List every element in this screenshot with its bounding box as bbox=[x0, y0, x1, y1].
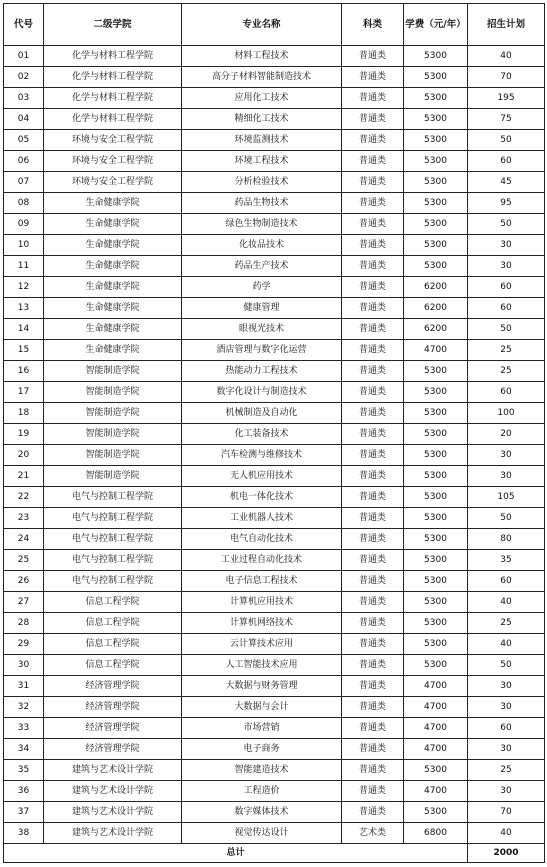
cell-type: 普通类 bbox=[342, 298, 404, 319]
cell-college: 经济管理学院 bbox=[44, 739, 182, 760]
cell-plan: 105 bbox=[468, 487, 545, 508]
cell-major: 化妆品技术 bbox=[182, 235, 342, 256]
cell-plan: 40 bbox=[468, 823, 545, 844]
cell-major: 视觉传达设计 bbox=[182, 823, 342, 844]
cell-fee: 5300 bbox=[404, 424, 468, 445]
table-row bbox=[4, 508, 545, 529]
table-row bbox=[4, 802, 545, 823]
cell-code: 15 bbox=[4, 340, 44, 361]
cell-college: 生命健康学院 bbox=[44, 214, 182, 235]
cell-major: 人工智能技术应用 bbox=[182, 655, 342, 676]
table-row bbox=[4, 718, 545, 739]
cell-code: 21 bbox=[4, 466, 44, 487]
header-fee: 学费（元/年） bbox=[404, 4, 468, 46]
cell-code: 19 bbox=[4, 424, 44, 445]
cell-plan: 60 bbox=[468, 151, 545, 172]
cell-major: 环境监测技术 bbox=[182, 130, 342, 151]
cell-fee: 4700 bbox=[404, 340, 468, 361]
cell-fee: 5300 bbox=[404, 130, 468, 151]
cell-major: 电子信息工程技术 bbox=[182, 571, 342, 592]
cell-major: 酒店管理与数字化运营 bbox=[182, 340, 342, 361]
cell-fee: 5300 bbox=[404, 403, 468, 424]
cell-type: 普通类 bbox=[342, 445, 404, 466]
cell-type: 普通类 bbox=[342, 613, 404, 634]
cell-fee: 5300 bbox=[404, 109, 468, 130]
cell-type: 普通类 bbox=[342, 151, 404, 172]
cell-plan: 50 bbox=[468, 655, 545, 676]
cell-code: 10 bbox=[4, 235, 44, 256]
cell-major: 眼视光技术 bbox=[182, 319, 342, 340]
cell-plan: 30 bbox=[468, 256, 545, 277]
cell-plan: 30 bbox=[468, 781, 545, 802]
cell-fee: 4700 bbox=[404, 739, 468, 760]
table-row bbox=[4, 361, 545, 382]
table-row bbox=[4, 151, 545, 172]
cell-fee: 5300 bbox=[404, 613, 468, 634]
cell-code: 01 bbox=[4, 46, 44, 67]
cell-type: 普通类 bbox=[342, 67, 404, 88]
cell-plan: 50 bbox=[468, 130, 545, 151]
cell-type: 普通类 bbox=[342, 697, 404, 718]
cell-plan: 70 bbox=[468, 802, 545, 823]
cell-fee: 4700 bbox=[404, 697, 468, 718]
cell-plan: 25 bbox=[468, 340, 545, 361]
header-college: 二级学院 bbox=[44, 4, 182, 46]
cell-type: 普通类 bbox=[342, 361, 404, 382]
cell-type: 普通类 bbox=[342, 109, 404, 130]
cell-code: 32 bbox=[4, 697, 44, 718]
cell-fee: 5300 bbox=[404, 760, 468, 781]
cell-major: 市场营销 bbox=[182, 718, 342, 739]
cell-plan: 50 bbox=[468, 508, 545, 529]
total-value: 2000 bbox=[468, 844, 545, 863]
table-row bbox=[4, 235, 545, 256]
cell-code: 09 bbox=[4, 214, 44, 235]
cell-fee: 5300 bbox=[404, 550, 468, 571]
cell-plan: 95 bbox=[468, 193, 545, 214]
table-row bbox=[4, 130, 545, 151]
table-row bbox=[4, 781, 545, 802]
cell-fee: 5300 bbox=[404, 172, 468, 193]
cell-college: 信息工程学院 bbox=[44, 613, 182, 634]
cell-college: 信息工程学院 bbox=[44, 655, 182, 676]
cell-plan: 40 bbox=[468, 634, 545, 655]
cell-college: 电气与控制工程学院 bbox=[44, 529, 182, 550]
header-major: 专业名称 bbox=[182, 4, 342, 46]
cell-plan: 100 bbox=[468, 403, 545, 424]
cell-plan: 50 bbox=[468, 319, 545, 340]
table-row bbox=[4, 298, 545, 319]
cell-plan: 60 bbox=[468, 298, 545, 319]
table-row bbox=[4, 109, 545, 130]
cell-major: 电气自动化技术 bbox=[182, 529, 342, 550]
table-row bbox=[4, 466, 545, 487]
cell-type: 普通类 bbox=[342, 550, 404, 571]
cell-major: 分析检验技术 bbox=[182, 172, 342, 193]
cell-type: 普通类 bbox=[342, 256, 404, 277]
cell-fee: 5300 bbox=[404, 256, 468, 277]
cell-major: 工业机器人技术 bbox=[182, 508, 342, 529]
cell-plan: 30 bbox=[468, 445, 545, 466]
cell-plan: 40 bbox=[468, 592, 545, 613]
cell-fee: 5300 bbox=[404, 466, 468, 487]
cell-code: 03 bbox=[4, 88, 44, 109]
table-row bbox=[4, 382, 545, 403]
cell-type: 普通类 bbox=[342, 88, 404, 109]
cell-type: 普通类 bbox=[342, 214, 404, 235]
cell-major: 工程造价 bbox=[182, 781, 342, 802]
cell-type: 普通类 bbox=[342, 466, 404, 487]
cell-fee: 5300 bbox=[404, 67, 468, 88]
cell-code: 37 bbox=[4, 802, 44, 823]
cell-fee: 5300 bbox=[404, 88, 468, 109]
enrollment-plan-table bbox=[3, 3, 545, 863]
cell-type: 普通类 bbox=[342, 319, 404, 340]
cell-code: 29 bbox=[4, 634, 44, 655]
cell-college: 环境与安全工程学院 bbox=[44, 151, 182, 172]
cell-major: 大数据与财务管理 bbox=[182, 676, 342, 697]
cell-code: 33 bbox=[4, 718, 44, 739]
cell-college: 生命健康学院 bbox=[44, 256, 182, 277]
table-row bbox=[4, 319, 545, 340]
cell-plan: 60 bbox=[468, 718, 545, 739]
cell-fee: 5300 bbox=[404, 529, 468, 550]
cell-code: 02 bbox=[4, 67, 44, 88]
cell-fee: 5300 bbox=[404, 361, 468, 382]
cell-code: 22 bbox=[4, 487, 44, 508]
cell-code: 35 bbox=[4, 760, 44, 781]
cell-college: 生命健康学院 bbox=[44, 340, 182, 361]
header-type: 科类 bbox=[342, 4, 404, 46]
cell-type: 普通类 bbox=[342, 508, 404, 529]
cell-college: 智能制造学院 bbox=[44, 403, 182, 424]
cell-fee: 5300 bbox=[404, 151, 468, 172]
cell-college: 生命健康学院 bbox=[44, 319, 182, 340]
table-row bbox=[4, 760, 545, 781]
cell-major: 计算机应用技术 bbox=[182, 592, 342, 613]
table-row bbox=[4, 424, 545, 445]
cell-college: 智能制造学院 bbox=[44, 382, 182, 403]
table-row bbox=[4, 739, 545, 760]
cell-college: 生命健康学院 bbox=[44, 298, 182, 319]
cell-major: 智能建造技术 bbox=[182, 760, 342, 781]
cell-plan: 60 bbox=[468, 382, 545, 403]
cell-college: 环境与安全工程学院 bbox=[44, 172, 182, 193]
cell-college: 智能制造学院 bbox=[44, 466, 182, 487]
cell-college: 化学与材料工程学院 bbox=[44, 88, 182, 109]
cell-plan: 25 bbox=[468, 760, 545, 781]
cell-fee: 4700 bbox=[404, 781, 468, 802]
cell-college: 电气与控制工程学院 bbox=[44, 550, 182, 571]
cell-major: 环境工程技术 bbox=[182, 151, 342, 172]
cell-fee: 5300 bbox=[404, 487, 468, 508]
cell-plan: 195 bbox=[468, 88, 545, 109]
cell-fee: 6200 bbox=[404, 319, 468, 340]
cell-major: 数字化设计与制造技术 bbox=[182, 382, 342, 403]
cell-code: 31 bbox=[4, 676, 44, 697]
cell-code: 38 bbox=[4, 823, 44, 844]
cell-code: 26 bbox=[4, 571, 44, 592]
table-row bbox=[4, 172, 545, 193]
cell-fee: 4700 bbox=[404, 718, 468, 739]
cell-plan: 30 bbox=[468, 235, 545, 256]
cell-code: 18 bbox=[4, 403, 44, 424]
cell-code: 20 bbox=[4, 445, 44, 466]
table-row bbox=[4, 550, 545, 571]
cell-college: 经济管理学院 bbox=[44, 697, 182, 718]
cell-type: 普通类 bbox=[342, 340, 404, 361]
cell-college: 生命健康学院 bbox=[44, 193, 182, 214]
table-row bbox=[4, 529, 545, 550]
cell-type: 普通类 bbox=[342, 46, 404, 67]
cell-college: 电气与控制工程学院 bbox=[44, 487, 182, 508]
cell-type: 普通类 bbox=[342, 634, 404, 655]
cell-fee: 5300 bbox=[404, 655, 468, 676]
table-row bbox=[4, 676, 545, 697]
total-label: 总计 bbox=[4, 844, 468, 863]
table-row bbox=[4, 655, 545, 676]
cell-college: 智能制造学院 bbox=[44, 361, 182, 382]
cell-type: 普通类 bbox=[342, 277, 404, 298]
table-row bbox=[4, 340, 545, 361]
cell-fee: 5300 bbox=[404, 634, 468, 655]
cell-college: 建筑与艺术设计学院 bbox=[44, 760, 182, 781]
table-row bbox=[4, 67, 545, 88]
cell-code: 12 bbox=[4, 277, 44, 298]
cell-major: 无人机应用技术 bbox=[182, 466, 342, 487]
cell-fee: 6200 bbox=[404, 277, 468, 298]
cell-type: 普通类 bbox=[342, 592, 404, 613]
cell-college: 信息工程学院 bbox=[44, 634, 182, 655]
cell-code: 30 bbox=[4, 655, 44, 676]
header-plan: 招生计划 bbox=[468, 4, 545, 46]
cell-major: 材料工程技术 bbox=[182, 46, 342, 67]
cell-plan: 25 bbox=[468, 361, 545, 382]
cell-plan: 30 bbox=[468, 466, 545, 487]
cell-fee: 5300 bbox=[404, 508, 468, 529]
cell-code: 27 bbox=[4, 592, 44, 613]
cell-fee: 5300 bbox=[404, 235, 468, 256]
cell-fee: 5300 bbox=[404, 46, 468, 67]
cell-major: 药学 bbox=[182, 277, 342, 298]
total-row bbox=[4, 844, 545, 863]
cell-type: 普通类 bbox=[342, 718, 404, 739]
cell-code: 08 bbox=[4, 193, 44, 214]
cell-type: 普通类 bbox=[342, 487, 404, 508]
cell-code: 06 bbox=[4, 151, 44, 172]
cell-code: 13 bbox=[4, 298, 44, 319]
cell-type: 普通类 bbox=[342, 403, 404, 424]
cell-plan: 60 bbox=[468, 277, 545, 298]
table-row bbox=[4, 256, 545, 277]
table-row bbox=[4, 403, 545, 424]
cell-fee: 6800 bbox=[404, 823, 468, 844]
cell-college: 化学与材料工程学院 bbox=[44, 109, 182, 130]
cell-code: 28 bbox=[4, 613, 44, 634]
table-header-row bbox=[4, 4, 545, 46]
cell-major: 汽车检测与维修技术 bbox=[182, 445, 342, 466]
cell-fee: 5300 bbox=[404, 193, 468, 214]
cell-type: 普通类 bbox=[342, 172, 404, 193]
cell-type: 普通类 bbox=[342, 235, 404, 256]
cell-college: 生命健康学院 bbox=[44, 235, 182, 256]
cell-major: 云计算技术应用 bbox=[182, 634, 342, 655]
cell-plan: 75 bbox=[468, 109, 545, 130]
cell-college: 智能制造学院 bbox=[44, 424, 182, 445]
cell-type: 普通类 bbox=[342, 382, 404, 403]
cell-code: 11 bbox=[4, 256, 44, 277]
cell-major: 精细化工技术 bbox=[182, 109, 342, 130]
cell-fee: 4700 bbox=[404, 676, 468, 697]
cell-college: 信息工程学院 bbox=[44, 592, 182, 613]
cell-major: 计算机网络技术 bbox=[182, 613, 342, 634]
cell-code: 04 bbox=[4, 109, 44, 130]
cell-type: 普通类 bbox=[342, 781, 404, 802]
cell-code: 25 bbox=[4, 550, 44, 571]
table-row bbox=[4, 214, 545, 235]
table-row bbox=[4, 571, 545, 592]
cell-type: 普通类 bbox=[342, 529, 404, 550]
cell-college: 化学与材料工程学院 bbox=[44, 67, 182, 88]
cell-type: 普通类 bbox=[342, 739, 404, 760]
cell-major: 电子商务 bbox=[182, 739, 342, 760]
cell-college: 建筑与艺术设计学院 bbox=[44, 781, 182, 802]
cell-plan: 20 bbox=[468, 424, 545, 445]
cell-plan: 30 bbox=[468, 676, 545, 697]
cell-college: 环境与安全工程学院 bbox=[44, 130, 182, 151]
cell-major: 高分子材料智能制造技术 bbox=[182, 67, 342, 88]
cell-major: 大数据与会计 bbox=[182, 697, 342, 718]
cell-plan: 45 bbox=[468, 172, 545, 193]
table-row bbox=[4, 88, 545, 109]
cell-college: 化学与材料工程学院 bbox=[44, 46, 182, 67]
cell-major: 热能动力工程技术 bbox=[182, 361, 342, 382]
cell-college: 建筑与艺术设计学院 bbox=[44, 802, 182, 823]
table-row bbox=[4, 193, 545, 214]
cell-type: 普通类 bbox=[342, 424, 404, 445]
cell-major: 机电一体化技术 bbox=[182, 487, 342, 508]
cell-plan: 40 bbox=[468, 46, 545, 67]
cell-major: 数字媒体技术 bbox=[182, 802, 342, 823]
cell-code: 14 bbox=[4, 319, 44, 340]
cell-fee: 5300 bbox=[404, 571, 468, 592]
cell-code: 17 bbox=[4, 382, 44, 403]
cell-type: 普通类 bbox=[342, 655, 404, 676]
table-body bbox=[4, 46, 545, 844]
cell-major: 工业过程自动化技术 bbox=[182, 550, 342, 571]
cell-college: 建筑与艺术设计学院 bbox=[44, 823, 182, 844]
table-row bbox=[4, 277, 545, 298]
table-row bbox=[4, 445, 545, 466]
cell-major: 药品生产技术 bbox=[182, 256, 342, 277]
cell-type: 艺术类 bbox=[342, 823, 404, 844]
cell-code: 07 bbox=[4, 172, 44, 193]
cell-fee: 5300 bbox=[404, 445, 468, 466]
cell-major: 机械制造及自动化 bbox=[182, 403, 342, 424]
table-row bbox=[4, 46, 545, 67]
cell-type: 普通类 bbox=[342, 802, 404, 823]
cell-type: 普通类 bbox=[342, 130, 404, 151]
cell-type: 普通类 bbox=[342, 193, 404, 214]
cell-plan: 25 bbox=[468, 613, 545, 634]
table-row bbox=[4, 613, 545, 634]
cell-college: 经济管理学院 bbox=[44, 676, 182, 697]
cell-major: 化工装备技术 bbox=[182, 424, 342, 445]
cell-type: 普通类 bbox=[342, 760, 404, 781]
cell-code: 05 bbox=[4, 130, 44, 151]
table-row bbox=[4, 487, 545, 508]
cell-fee: 5300 bbox=[404, 382, 468, 403]
cell-plan: 30 bbox=[468, 697, 545, 718]
cell-code: 36 bbox=[4, 781, 44, 802]
cell-code: 16 bbox=[4, 361, 44, 382]
cell-fee: 5300 bbox=[404, 592, 468, 613]
header-code: 代号 bbox=[4, 4, 44, 46]
cell-code: 24 bbox=[4, 529, 44, 550]
cell-major: 药品生物技术 bbox=[182, 193, 342, 214]
cell-college: 生命健康学院 bbox=[44, 277, 182, 298]
cell-code: 34 bbox=[4, 739, 44, 760]
table-row bbox=[4, 697, 545, 718]
cell-type: 普通类 bbox=[342, 571, 404, 592]
cell-fee: 5300 bbox=[404, 802, 468, 823]
cell-college: 电气与控制工程学院 bbox=[44, 508, 182, 529]
cell-type: 普通类 bbox=[342, 676, 404, 697]
table-row bbox=[4, 634, 545, 655]
cell-fee: 5300 bbox=[404, 214, 468, 235]
cell-code: 23 bbox=[4, 508, 44, 529]
cell-major: 应用化工技术 bbox=[182, 88, 342, 109]
cell-plan: 80 bbox=[468, 529, 545, 550]
cell-college: 智能制造学院 bbox=[44, 445, 182, 466]
cell-plan: 35 bbox=[468, 550, 545, 571]
table-row bbox=[4, 823, 545, 844]
cell-major: 健康管理 bbox=[182, 298, 342, 319]
cell-college: 电气与控制工程学院 bbox=[44, 571, 182, 592]
cell-plan: 60 bbox=[468, 571, 545, 592]
cell-plan: 30 bbox=[468, 739, 545, 760]
cell-fee: 6200 bbox=[404, 298, 468, 319]
cell-plan: 50 bbox=[468, 214, 545, 235]
cell-major: 绿色生物制造技术 bbox=[182, 214, 342, 235]
table-row bbox=[4, 592, 545, 613]
cell-college: 经济管理学院 bbox=[44, 718, 182, 739]
cell-plan: 70 bbox=[468, 67, 545, 88]
